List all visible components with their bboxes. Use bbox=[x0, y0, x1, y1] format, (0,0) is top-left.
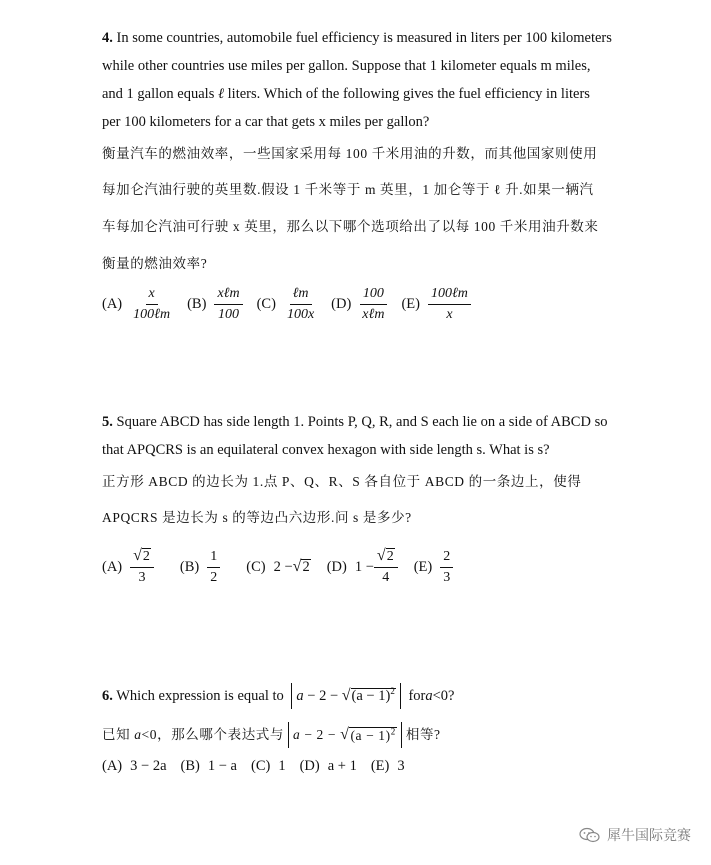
q5-zh-line-2: APQCRS 是边长为 s 的等边凸六边形.问 s 是多少? bbox=[102, 510, 412, 525]
watermark bbox=[579, 825, 691, 845]
q5-choice-c[interactable]: (C) 2 − √ 2 bbox=[246, 558, 310, 575]
q6-choice-b[interactable]: (B) 1 − a bbox=[180, 758, 237, 774]
q4-en-line-3 bbox=[102, 84, 612, 104]
q6-number: 6. bbox=[102, 688, 113, 704]
q6-choices bbox=[102, 758, 419, 775]
watermark-text: 犀牛国际竞赛 bbox=[607, 828, 691, 844]
q4-text-3b: liters. Which of the following gives the fuel efficiency in liters bbox=[224, 86, 590, 102]
q4-choice-c[interactable]: (C) $\frac{\text{ℓm}}{100x}$ bbox=[256, 286, 315, 322]
q5-choice-d[interactable]: (D) 1 − √ 2 4 bbox=[327, 548, 398, 586]
q4-number: 4. bbox=[102, 30, 113, 46]
q4-zh-line-4: 衡量的燃油效率? bbox=[102, 256, 208, 271]
q5-en-line-1 bbox=[102, 412, 612, 432]
q5-choices bbox=[102, 548, 467, 586]
q4-en-line-4: per 100 kilometers for a car that gets x miles per gallon? bbox=[102, 114, 430, 130]
q4-choice-a[interactable]: (A) $\frac{x}{\text{100ℓm}}$ bbox=[102, 286, 171, 322]
q5-text-1: Square ABCD has side length 1. Points P, Q, R, and S each lie on a side of ABCD so bbox=[112, 414, 608, 430]
q5-choice-a[interactable]: (A) √ 2 3 bbox=[102, 548, 154, 586]
q4-ell-symbol: ℓ bbox=[217, 86, 225, 102]
q5-zh-line-1: 正方形 ABCD 的边长为 1.点 P、Q、R、S 各自位于 ABCD 的一条边上，使得 bbox=[102, 474, 582, 489]
q6-absolute-expression-zh: a − 2 − √ $(a - 1)^2$ bbox=[288, 722, 402, 748]
q4-text-1: In some countries, automobile fuel efficiency is measured in liters per 100 kilometers bbox=[112, 30, 612, 46]
q4-text-3a: and 1 gallon equals bbox=[102, 86, 218, 102]
q6-choice-e[interactable]: (E) 3 bbox=[370, 758, 405, 774]
q6-choice-a[interactable]: (A) 3 − 2a bbox=[102, 758, 167, 774]
q6-zh-line-1: 已知 a <0，那么哪个表达式与 a − 2 − √ $(a - 1)^2$ 相等? bbox=[102, 722, 612, 748]
q4-en-line-2: while other countries use miles per gallon. Suppose that 1 kilometer equals m miles, bbox=[102, 58, 591, 74]
q6-absolute-expression: a − 2 − √ $(a - 1)^2$ bbox=[291, 683, 400, 709]
q4-choice-b[interactable]: (B) $\frac{\text{xℓm}}{100}$ bbox=[187, 286, 243, 323]
q4-choice-e[interactable]: (E) $\frac{\text{100ℓm}}{x}$ bbox=[401, 286, 470, 323]
q4-choice-d[interactable]: (D) $\frac{100}{\text{xℓm}}$ bbox=[331, 286, 387, 323]
q4-en-line-1 bbox=[102, 28, 612, 48]
q4-zh-line-3: 车每加仑汽油可行驶 x 英里，那么以下哪个选项给出了以每 100 千米用油升数来 bbox=[102, 219, 599, 234]
q6-en-line-1: 6. Which expression is equal to a − 2 − √ $(a - 1)^2$ for a <0? bbox=[102, 683, 612, 709]
q6-choice-d[interactable]: (D) a + 1 bbox=[299, 758, 357, 774]
q6-text-pre: Which expression is equal to bbox=[112, 688, 288, 704]
q5-en-line-2: that APQCRS is an equilateral convex hexagon with side length s. What is s? bbox=[102, 442, 550, 458]
q6-choice-c[interactable]: (C) 1 bbox=[250, 758, 286, 774]
q5-choice-b[interactable]: (B) $\frac{1}{2}$ bbox=[180, 549, 220, 586]
wechat-icon bbox=[579, 827, 601, 843]
q5-number: 5. bbox=[102, 414, 113, 430]
q5-choice-e[interactable]: (E) $\frac{2}{3}$ bbox=[414, 549, 454, 586]
q4-zh-line-1: 衡量汽车的燃油效率，一些国家采用每 100 千米用油的升数，而其他国家则使用 bbox=[102, 146, 598, 161]
q4-choices bbox=[102, 286, 485, 323]
q4-zh-line-2: 每加仑汽油行驶的英里数.假设 1 千米等于 m 英里，1 加仑等于 ℓ 升.如果一辆汽 bbox=[102, 182, 594, 197]
